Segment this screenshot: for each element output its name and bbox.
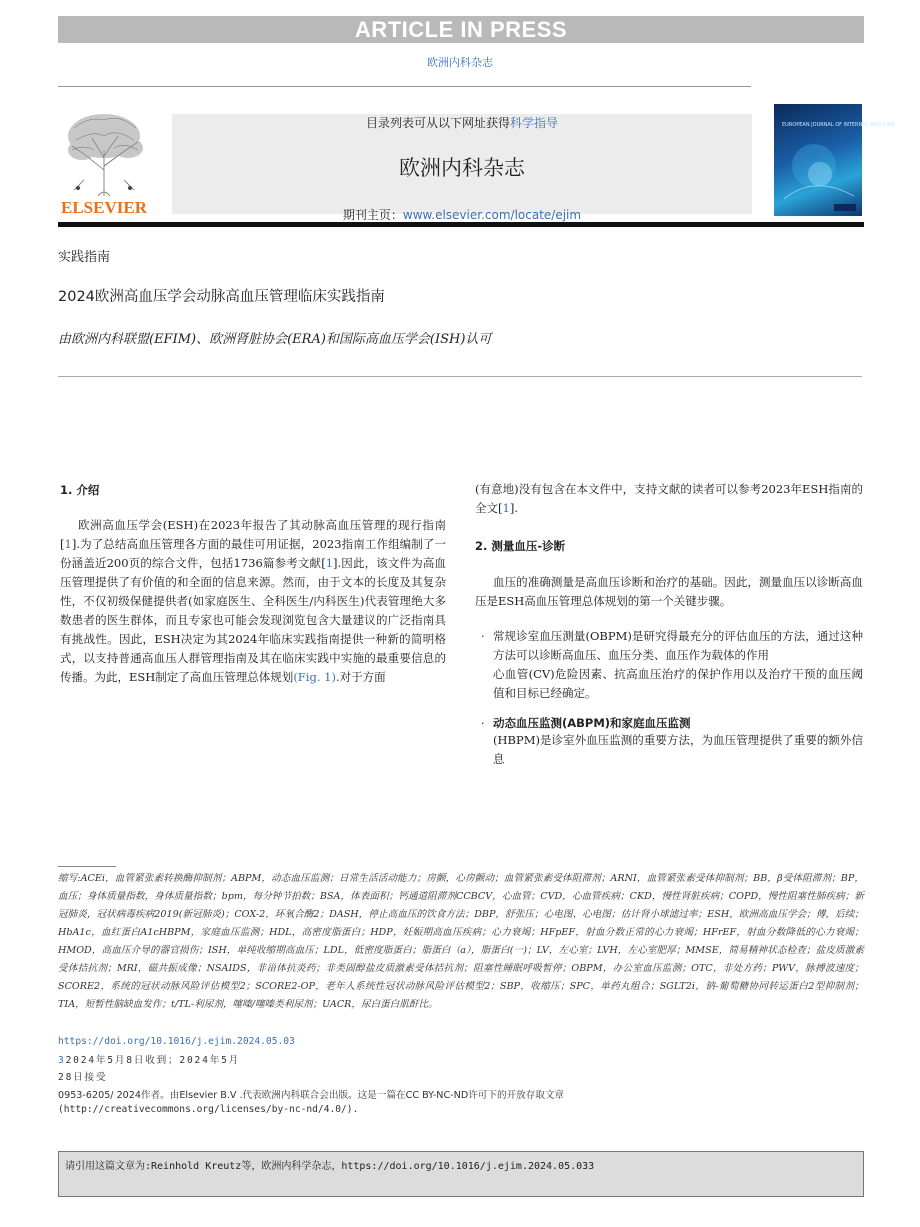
- abbreviations-footnote: 缩写:ACEi，血管紧张素转换酶抑制剂；ABPM，动态血压监测；日常生活活动能力；房颤，心房颤动；血管紧张素受体阻滞剂；ARNI，血管紧张素受体抑制剂；BB，β受体阻滞剂；BP，血压；身体质量指数，身体质量指数；bpm，每分钟节拍数；BSA，体表面积；钙通道阻滞剂CCBCV，心血管；CVD，心血管疾病；CKD，慢性肾脏疾病；COPD，慢性阻塞性肺疾病；新冠肺炎，冠状病毒疾病2019(新冠肺炎)；COX-2，环氧合酶2；DASH，停止高血压的饮食方法；DBP，舒张压；心电图、心电图；估计肾小球滤过率；ESH，欧洲高血压学会；傅，后续；HbA1c，血红蛋白A1cHBPM，家庭血压监测；HDL，高密度脂蛋白；HDP，妊娠期高血压疾病；心力衰竭；HFpEF，射血分数正常的心力衰竭；HFrEF，射血分数降低的心力衰竭；HMOD，高血压介导的器官损伤；ISH，单纯收缩期高血压；LDL，低密度脂蛋白；脂蛋白（a），脂蛋白(一)；LV，左心室；LVH，左心室肥厚；MMSE，简易精神状态检查；盐皮质激素受体拮抗剂；MRI，磁共振成像；NSAIDS，非甾体抗炎药；非类固醇盐皮质激素受体拮抗剂；阻塞性睡眠呼吸暂停；OBPM，办公室血压监测；OTC，非处方药；PWV，脉搏波速度；SCORE2，系统的冠状动脉风险评估模型2；SCORE2-OP，老年人系统性冠状动脉风险评估模型2；SBP，收缩压；SPC，单药丸组合；SGLT2i，钠-葡萄糖协同转运蛋白2型抑制剂；TIA，短暂性脑缺血发作；t/TL-利尿剂，噻嗪/噻嗪类利尿剂；UACR，尿白蛋白肌酐比。: [58, 873, 864, 1010]
- continued-text-1: (有意地)没有包含在本文件中，支持文献的读者可以参考2023年ESH指南的全文[: [475, 482, 863, 515]
- intro-text-1: 欧洲高血压学会(ESH)在2023年报告了其动脉高血压管理的现行指南[: [60, 518, 446, 551]
- bullet-marker: ·: [481, 717, 485, 730]
- title-rule: [58, 376, 862, 377]
- intro-text-2: ].为了总结高血压管理各方面的最佳可用证据，2023指南工作组编制了一份涵盖近200页的综合文件，包括1736篇参考文献[: [60, 537, 446, 570]
- continued-text-2: ].: [509, 501, 518, 515]
- bullet-marker: ·: [481, 630, 485, 643]
- cover-journal-name: EUROPEAN JOURNAL OF INTERNAL MEDICINE: [782, 122, 895, 128]
- footnote-rule: [58, 866, 116, 867]
- bp-measurement-paragraph: 血压的准确测量是高血压诊断和治疗的基础。因此，测量血压以诊断高血压是ESH高血压管理总体规划的第一个关键步骤。: [475, 575, 863, 608]
- received-text: 2024年5月8日收到；2024年5月: [65, 1055, 241, 1066]
- accepted-date: 28日接受: [58, 1072, 108, 1083]
- bullet-obpm-text: [493, 627, 863, 703]
- received-prefix: 3: [58, 1055, 66, 1066]
- bullet-obpm-line2: 心血管(CV)危险因素、抗高血压治疗的保护作用以及治疗干预的血压阈值和目标已经确定。: [493, 667, 863, 700]
- elsevier-wordmark: ELSEVIER: [61, 198, 147, 217]
- reference-link[interactable]: 1: [64, 537, 72, 551]
- section-heading-introduction: 1. 介绍: [60, 483, 100, 497]
- reference-link[interactable]: 1: [325, 556, 334, 570]
- intro-text-4: .对于方面: [335, 670, 386, 684]
- article-section-type: 实践指南: [58, 250, 111, 265]
- section-heading-bp-measurement: 2. 测量血压-诊断: [475, 539, 566, 553]
- bullet-obpm: [481, 627, 863, 700]
- header-thick-rule: [58, 222, 864, 227]
- received-date: [58, 1052, 240, 1066]
- intro-text-3: ].因此，该文件为高血压管理提供了有价值的和全面的信息来源。然而，由于文本的长度及其复杂性，不仅初级保健提供者(如家庭医生、全科医生/内科医生)代表管理绝大多数患者的医生群体，而且专家也可能会发现浏览包含大量建议的广泛指南具有挑战性。因此，ESH决定为其2024年临床实践指南提供一种新的简明格式，以支持普通高血压人群管理指南及其在临床实践中实施的最重要信息的传播。为此，ESH制定了高血压管理总体规划: [60, 556, 446, 684]
- doi-link[interactable]: https://doi.org/10.1016/j.ejim.2024.05.03: [58, 1036, 295, 1047]
- article-in-press-banner: ARTICLE IN PRESS: [58, 16, 864, 43]
- contents-availability: [172, 114, 752, 131]
- article-title: 2024欧洲高血压学会动脉高血压管理临床实践指南: [58, 289, 385, 305]
- introduction-paragraph: [60, 516, 446, 687]
- homepage-prefix: 期刊主页：: [342, 208, 403, 222]
- journal-header-link[interactable]: 欧洲内科杂志: [427, 56, 493, 69]
- bullet-obpm-line1: 常规诊室血压测量(OBPM)是研究得最充分的评估血压的方法，通过这种方法可以诊断高血压、血压分类、血压作为载体的作用: [493, 629, 863, 662]
- bullet-abpm-heading: 动态血压监测(ABPM)和家庭血压监测: [493, 716, 691, 730]
- journal-header-box: [172, 114, 752, 222]
- journal-homepage: [172, 206, 752, 223]
- journal-title: 欧洲内科杂志: [399, 156, 525, 180]
- homepage-link[interactable]: www.elsevier.com/locate/ejim: [402, 208, 582, 222]
- continued-paragraph: [475, 480, 863, 518]
- citation-box: [58, 1151, 864, 1197]
- bullet-abpm-text: (HBPM)是诊室外血压监测的重要方法，为血压管理提供了重要的额外信息: [493, 733, 863, 766]
- header-rule: [58, 86, 751, 87]
- license-url-link[interactable]: (http://creativecommons.org/licenses/by-nc-nd/4.0/).: [58, 1104, 359, 1115]
- contents-prefix: 目录列表可从以下网址获得: [365, 116, 510, 130]
- license-statement: 0953-6205/ 2024作者。由Elsevier B.V .代表欧洲内科联合会出版。这是一篇在CC BY-NC-ND许可下的开放存取文章: [58, 1090, 565, 1101]
- journal-cover-image: [774, 104, 895, 216]
- citation-text: 请引用这篇文章为:Reinhold Kreutz等，欧洲内科学杂志，https://doi.org/10.1016/j.ejim.2024.05.033: [65, 1161, 595, 1172]
- article-endorsement: 由欧洲内科联盟(EFIM)、欧洲肾脏协会(ERA)和国际高血压学会(ISH)认可: [58, 332, 492, 347]
- reference-link[interactable]: 1: [502, 501, 510, 515]
- figure-link[interactable]: (Fig. 1): [293, 670, 336, 684]
- sciencedirect-link[interactable]: 科学指导: [510, 116, 559, 130]
